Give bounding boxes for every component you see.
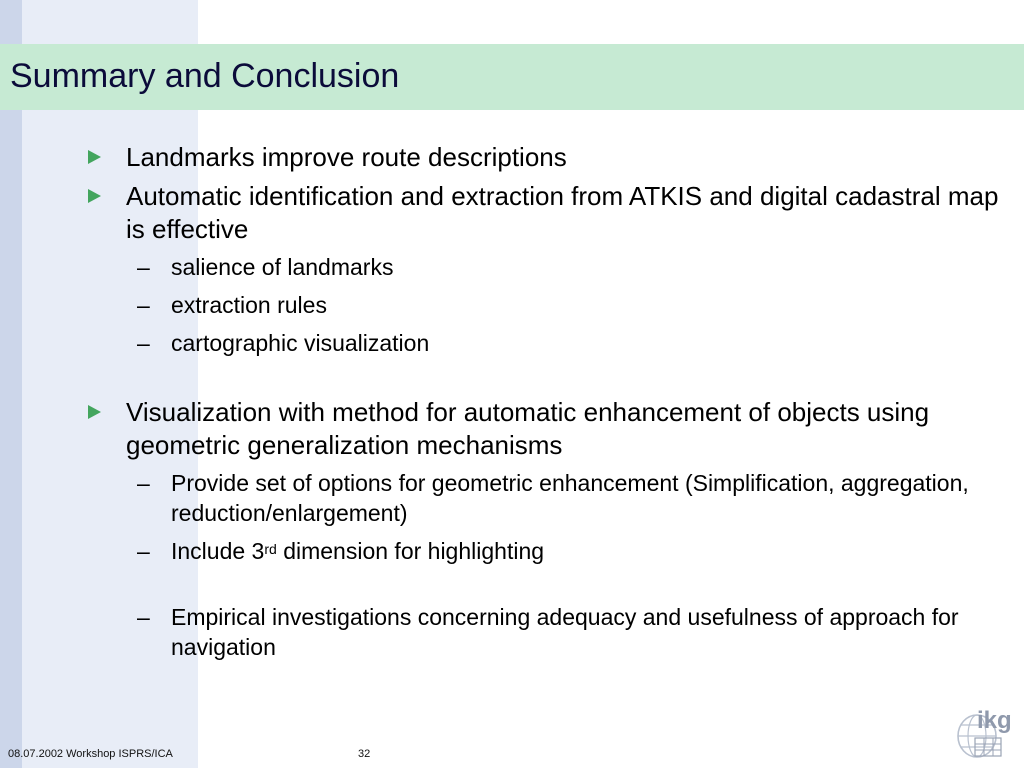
sub-bullet-item bbox=[88, 290, 1008, 320]
sub-bullet-text-suffix: dimension for highlighting bbox=[276, 538, 545, 564]
bullet-text: Visualization with method for automatic enhancement of objects using geometric generalization mechanisms bbox=[126, 397, 930, 460]
sub-bullet-item bbox=[88, 252, 1008, 282]
sub-bullet-text: salience of landmarks bbox=[171, 254, 394, 280]
dash-bullet: – bbox=[137, 604, 150, 630]
ordinal-superscript: rd bbox=[264, 541, 277, 557]
slide-content bbox=[88, 141, 1008, 670]
sub-bullet-text: Provide set of options for geometric enhancement (Simplification, aggregation, reduction/enlargement) bbox=[171, 470, 969, 526]
bullet-item bbox=[88, 180, 1008, 246]
spacer bbox=[88, 574, 1008, 602]
dash-bullet: – bbox=[137, 538, 150, 564]
spacer bbox=[88, 366, 1008, 396]
bullet-item bbox=[88, 396, 1008, 462]
triangle-bullet-icon bbox=[88, 405, 101, 419]
sub-bullet-item bbox=[88, 468, 1008, 528]
sub-bullet-item bbox=[88, 328, 1008, 358]
sub-bullet-text-prefix: Include 3 bbox=[171, 538, 265, 564]
sub-bullet-text: Empirical investigations concerning adequacy and usefulness of approach for navigation bbox=[171, 604, 959, 660]
dash-bullet: – bbox=[137, 254, 150, 280]
slide-title: Summary and Conclusion bbox=[10, 57, 400, 95]
sub-bullet-item bbox=[88, 536, 1008, 566]
sub-bullet-text: extraction rules bbox=[171, 292, 327, 318]
triangle-bullet-icon bbox=[88, 150, 101, 164]
dash-bullet: – bbox=[137, 292, 150, 318]
bullet-item bbox=[88, 141, 1008, 174]
bullet-text: Automatic identification and extraction from ATKIS and digital cadastral map is effective bbox=[126, 181, 999, 244]
dash-bullet: – bbox=[137, 330, 150, 356]
sub-bullet-text bbox=[171, 538, 544, 564]
sub-bullet-item bbox=[88, 602, 1008, 662]
dash-bullet: – bbox=[137, 470, 150, 496]
sidebar-stripe bbox=[0, 0, 22, 768]
ikg-logo bbox=[953, 702, 1019, 760]
sub-bullet-text: cartographic visualization bbox=[171, 330, 430, 356]
page-number: 32 bbox=[358, 748, 371, 760]
logo-text: ikg bbox=[977, 707, 1012, 734]
triangle-bullet-icon bbox=[88, 189, 101, 203]
bullet-text: Landmarks improve route descriptions bbox=[126, 142, 567, 172]
footer-date-event: 08.07.2002 Workshop ISPRS/ICA bbox=[8, 748, 173, 760]
